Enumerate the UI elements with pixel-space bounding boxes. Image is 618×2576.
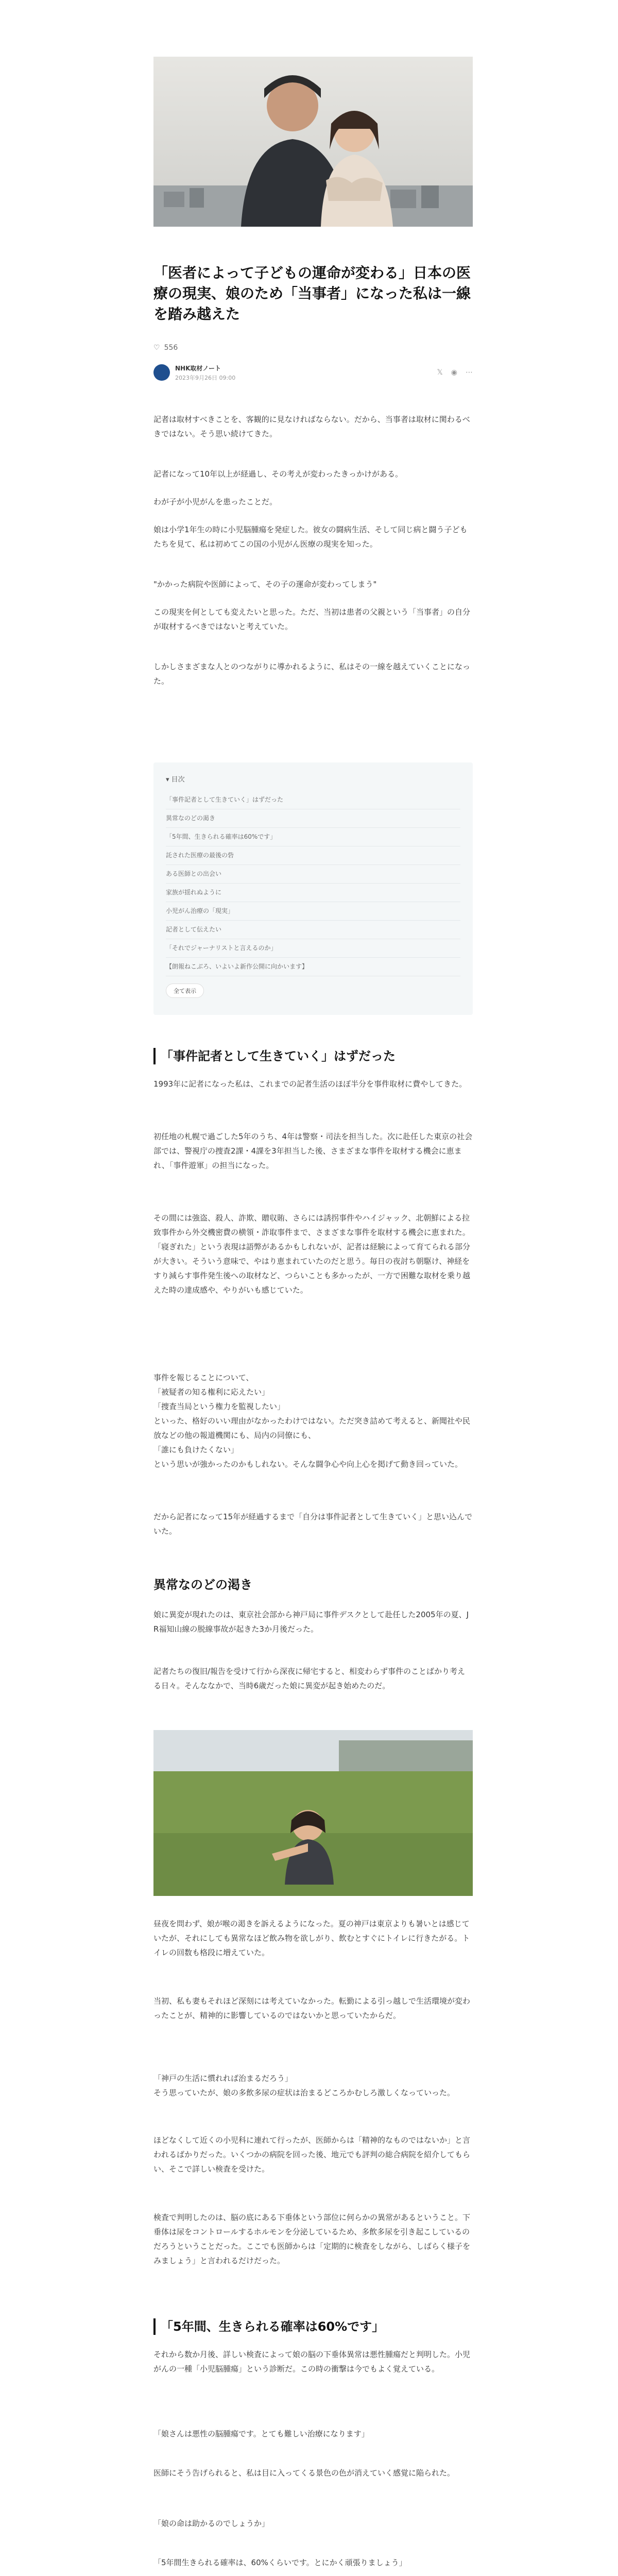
toc-item[interactable]: 家族が揺れぬように bbox=[166, 884, 460, 902]
author-bar bbox=[153, 362, 473, 383]
toc-item[interactable]: 「それでジャーナリストと言えるのか」 bbox=[166, 939, 460, 958]
author-avatar[interactable] bbox=[153, 364, 170, 381]
toc-item[interactable]: 記者として伝えたい bbox=[166, 921, 460, 939]
toc-item[interactable]: 小児がん治療の「現実」 bbox=[166, 902, 460, 921]
section-heading: 「5年間、生きられる確率は60%です」 bbox=[153, 2318, 384, 2335]
intro-paragraph: "かかった病院や医師によって、その子の運命が変わってしまう" bbox=[153, 580, 377, 589]
toc-item[interactable]: 異常なのどの渇き bbox=[166, 809, 460, 828]
toc-item[interactable]: 「事件記者として生きていく」はずだった bbox=[166, 791, 460, 809]
father-daughter-photo bbox=[153, 57, 473, 227]
like-count: 556 bbox=[164, 344, 178, 352]
toc-show-all-button[interactable]: 全て表示 bbox=[166, 984, 204, 998]
section-paragraph: 「娘の命は助かるのでしょうか」 bbox=[153, 2519, 270, 2528]
section-paragraph: 検査で判明したのは、脳の底にある下垂体という部位に何らかの異常があるということ。下垂体は尿をコントロールするホルモンを分泌しているため、多飲多尿を引き起こしているのだろうということだった。ここでも医師からは「定期的に検査をしながら、しばらく様子をみましょう」と言われるだけだった。 bbox=[153, 2213, 471, 2265]
section-paragraph: 記者たちの復旧/報告を受けて行から深夜に帰宅すると、相変わらず事件のことばかり考える日々。そんななかで、当時6歳だった娘に異変が起き始めたのだ。 bbox=[153, 1667, 466, 1690]
hero-photo bbox=[153, 57, 473, 227]
intro-paragraph: 記者は取材すべきことを、客観的に見なければならない。だから、当事者は取材に関わるべきではない。そう思い続けてきた。 bbox=[153, 415, 470, 438]
share-x-icon[interactable]: 𝕏 bbox=[437, 368, 443, 377]
author-name[interactable]: NHK取材ノート bbox=[175, 364, 221, 372]
toc-item[interactable]: 【朗報ねこぶろ、いよいよ新作公開に向かいます】 bbox=[166, 958, 460, 976]
section-paragraph: だから記者になって15年が経過するまで「自分は事件記者として生きていく」と思い込んでいた。 bbox=[153, 1512, 473, 1536]
section-paragraph: 昼夜を問わず、娘が喉の渇きを訴えるようになった。夏の神戸は東京よりも暑いとは感じていたが、それにしても異常なほど飲み物を欲しがり、飲むとすぐにトイレに行きたがる。トイレの回数も格段に増えていた。 bbox=[153, 1919, 470, 1957]
section-paragraph: 初任地の札幌で過ごした5年のうち、4年は警察・司法を担当した。次に赴任した東京の社会部では、警視庁の捜査2課・4課を3年担当した後、さまざまな事件を取材する機会に恵まれ、「事件遊軍」の担当になった。 bbox=[153, 1132, 473, 1170]
intro-paragraph: 娘は小学1年生の時に小児脳腫瘍を発症した。彼女の闘病生活、そして同じ病と闘う子どもたちを見て、私は初めてこの国の小児がん医療の現実を知った。 bbox=[153, 525, 468, 549]
section-paragraph: 娘に異変が現れたのは、東京社会部から神戸局に事件デスクとして赴任した2005年の夏、J R福知山線の脱線事故が起きた3か月後だった。 bbox=[153, 1610, 469, 1634]
section-paragraph: それから数か月後、詳しい検査によって娘の脳の下垂体異常は悪性腫瘍だと判明した。小児がんの一種「小児脳腫瘍」という診断だ。この時の衝撃は今でもよく覚えている。 bbox=[153, 2350, 471, 2374]
toc-item[interactable]: ある医師との出会い bbox=[166, 865, 460, 884]
section-heading: 「事件記者として生きていく」はずだった bbox=[153, 1048, 396, 1064]
table-of-contents bbox=[153, 762, 473, 1015]
section-paragraph: 当初、私も妻もそれほど深刻には考えていなかった。転勤による引っ越しで生活環境が変わったことが、精神的に影響しているのではないかと思っていたからだ。 bbox=[153, 1996, 471, 2020]
publish-date: 2023年9月26日 09:00 bbox=[175, 374, 236, 381]
section-paragraph: その間には強盗、殺人、詐欺、贈収賄、さらには誘拐事件やハイジャック、北朝鮮による拉致事件から外交機密費の横領・詐取事件まで、さまざまな事件を取材する機会に恵まれた。「寝ぎれた」という表現は語弊があるかもしれないが、記者は経験によって育てられる部分が大きい。そういう意味で、やはり恵まれていたのだと思う。毎日の夜討ち朝駆け、神経をすり減らす事件発生後への取材など、つらいことも多かったが、一方で困難な取材を乗り越えた時の達成感や、やりがいも感じていた。 bbox=[153, 1213, 471, 1295]
section-paragraph: 「神戸の生活に慣れれば治まるだろう」 そう思っていたが、娘の多飲多尿の症状は治まるどころかむしろ激しくなっていった。 bbox=[153, 2074, 455, 2097]
section-paragraph: 「娘さんは悪性の脳腫瘍です。とても難しい治療になります」 bbox=[153, 2429, 369, 2438]
article-title: 「医者によって子どもの運命が変わる」日本の医療の現実、娘のため「当事者」になった私は一線を踏み越えた bbox=[153, 264, 471, 323]
section-heading: 異常なのどの渇き bbox=[153, 1578, 252, 1592]
intro-paragraph: わが子が小児がんを患ったことだ。 bbox=[153, 497, 278, 506]
heart-icon[interactable]: ♡ bbox=[153, 344, 160, 352]
section-paragraph: 事件を報じることについて、 「被疑者の知る権利に応えたい」 「捜査当局という権力を監視したい」 といった、格好のいい理由がなかったわけではない。ただ突き詰めて考えると、新聞社や民放などの他の報道機関にも、局内の同僚にも、 「誰にも負けたくない」 という思いが強かったのかもしれない。そんな闘争心や向上心を掲げて動き回っていた。 bbox=[153, 1373, 471, 1469]
girl-outdoor-photo bbox=[153, 1730, 473, 1896]
like-counter[interactable] bbox=[153, 342, 178, 353]
toc-item[interactable]: 託された医療の最後の砦 bbox=[166, 846, 460, 865]
section-paragraph: 1993年に記者になった私は、これまでの記者生活のほぼ半分を事件取材に費やしてきた。 bbox=[153, 1079, 467, 1089]
intro-paragraph: この現実を何としても変えたいと思った。ただ、当初は患者の父親という「当事者」の自分が取材するべきではないと考えていた。 bbox=[153, 607, 471, 631]
intro-paragraph: 記者になって10年以上が経過し、その考えが変わったきっかけがある。 bbox=[153, 469, 403, 479]
more-options-icon[interactable]: ⋯ bbox=[466, 368, 473, 377]
section-paragraph: 医師にそう告げられると、私は目に入ってくる景色の色が消えていく感覚に陥られた。 bbox=[153, 2468, 455, 2478]
girl-on-grass-photo bbox=[153, 1730, 473, 1896]
section-paragraph: ほどなくして近くの小児科に連れて行ったが、医師からは「精神的なものではないか」と言われるばかりだった。いくつかの病院を回った後、地元でも評判の総合病院を紹介してもらい、そこで詳しい検査を受けた。 bbox=[153, 2136, 471, 2174]
intro-paragraph: しかしさまざまな人とのつながりに導かれるように、私はその一線を越えていくことになった。 bbox=[153, 662, 471, 686]
toc-heading[interactable]: ▾ 目次 bbox=[166, 776, 185, 784]
section-paragraph: 「5年間生きられる確率は、60%くらいです。とにかく頑張りましょう」 bbox=[153, 2558, 407, 2567]
share-facebook-icon[interactable]: ◉ bbox=[451, 368, 457, 377]
toc-item[interactable]: 「5年間、生きられる確率は60%です」 bbox=[166, 828, 460, 846]
